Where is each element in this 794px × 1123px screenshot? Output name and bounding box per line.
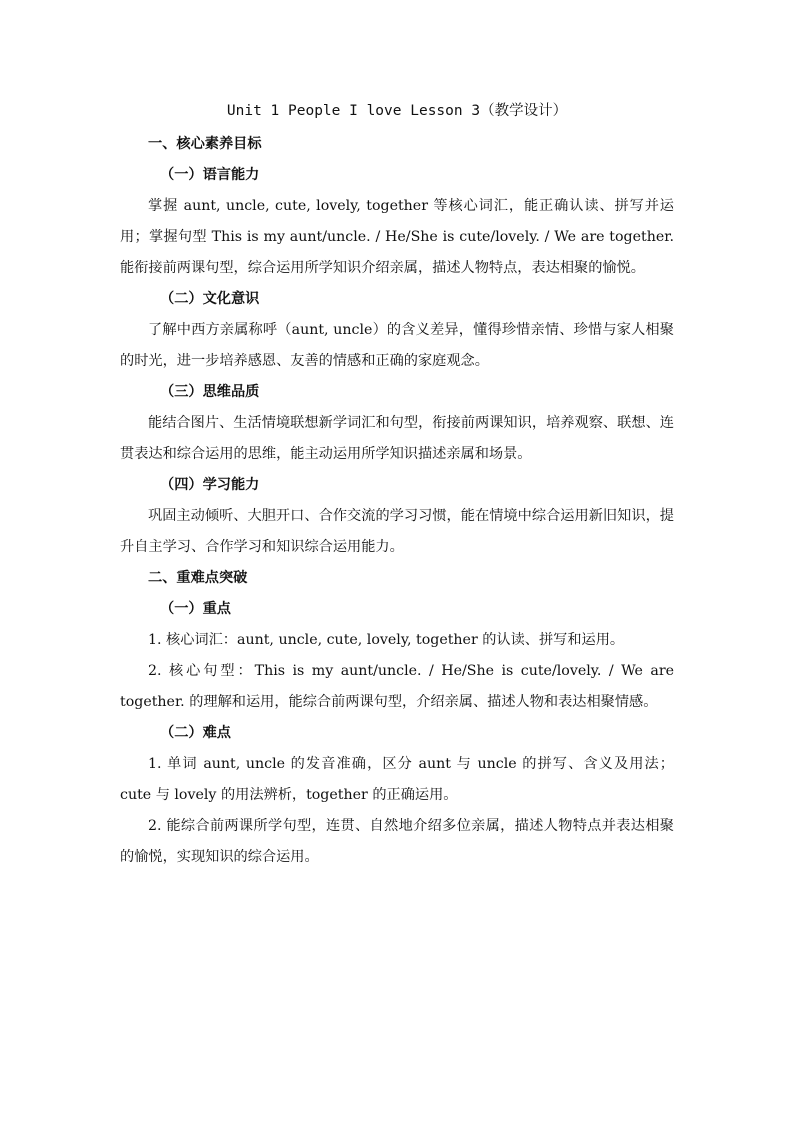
paragraph-difficult-point-1: 1. 单词 aunt, uncle 的发音准确，区分 aunt 与 uncle 的拼写、含义及用法；cute 与 lovely 的用法辨析，together 的正确运用。 xyxy=(120,756,674,803)
paragraph-learning-ability: 巩固主动倾听、大胆开口、合作交流的学习习惯，能在情境中综合运用新旧知识，提升自主学习、合作学习和知识综合运用能力。 xyxy=(120,508,674,555)
subheading-language-ability: （一）语言能力 xyxy=(160,167,260,183)
subheading-thinking-quality: （三）思维品质 xyxy=(160,384,260,400)
subheading-learning-ability: （四）学习能力 xyxy=(160,477,260,493)
document-title: Unit 1 People I love Lesson 3（教学设计） xyxy=(226,103,568,119)
paragraph-thinking-quality: 能结合图片、生活情境联想新学词汇和句型，衔接前两课知识，培养观察、联想、连贯表达和综合运用的思维，能主动运用所学知识描述亲属和场景。 xyxy=(120,415,674,462)
section-heading-key-difficult-points: 二、重难点突破 xyxy=(148,570,248,586)
subheading-cultural-awareness: （二）文化意识 xyxy=(160,291,260,307)
subheading-key-points: （一）重点 xyxy=(160,601,231,617)
paragraph-cultural-awareness: 了解中西方亲属称呼（aunt, uncle）的含义差异，懂得珍惜亲情、珍惜与家人相聚的时光，进一步培养感恩、友善的情感和正确的家庭观念。 xyxy=(120,322,674,369)
paragraph-language-ability: 掌握 aunt, uncle, cute, lovely, together 等核心词汇，能正确认读、拼写并运用；掌握句型 This is my aunt/uncle. / He/She is cute/lovely. / We are together. 能衔接前两课句型，综合运用所学知识介绍亲属，描述人物特点，表达相聚的愉悦。 xyxy=(120,198,674,276)
paragraph-key-point-2: 2. 核心句型：This is my aunt/uncle. / He/She is cute/lovely. / We are together. 的理解和运用，能综合前两课句型，介绍亲属、描述人物和表达相聚情感。 xyxy=(120,663,674,710)
subheading-difficult-points: （二）难点 xyxy=(160,725,231,741)
document-body xyxy=(120,99,674,873)
paragraph-difficult-point-2: 2. 能综合前两课所学句型，连贯、自然地介绍多位亲属，描述人物特点并表达相聚的愉悦，实现知识的综合运用。 xyxy=(120,818,674,865)
section-heading-core-literacy: 一、核心素养目标 xyxy=(148,136,262,152)
paragraph-key-point-1: 1. 核心词汇：aunt, uncle, cute, lovely, together 的认读、拼写和运用。 xyxy=(148,632,625,648)
